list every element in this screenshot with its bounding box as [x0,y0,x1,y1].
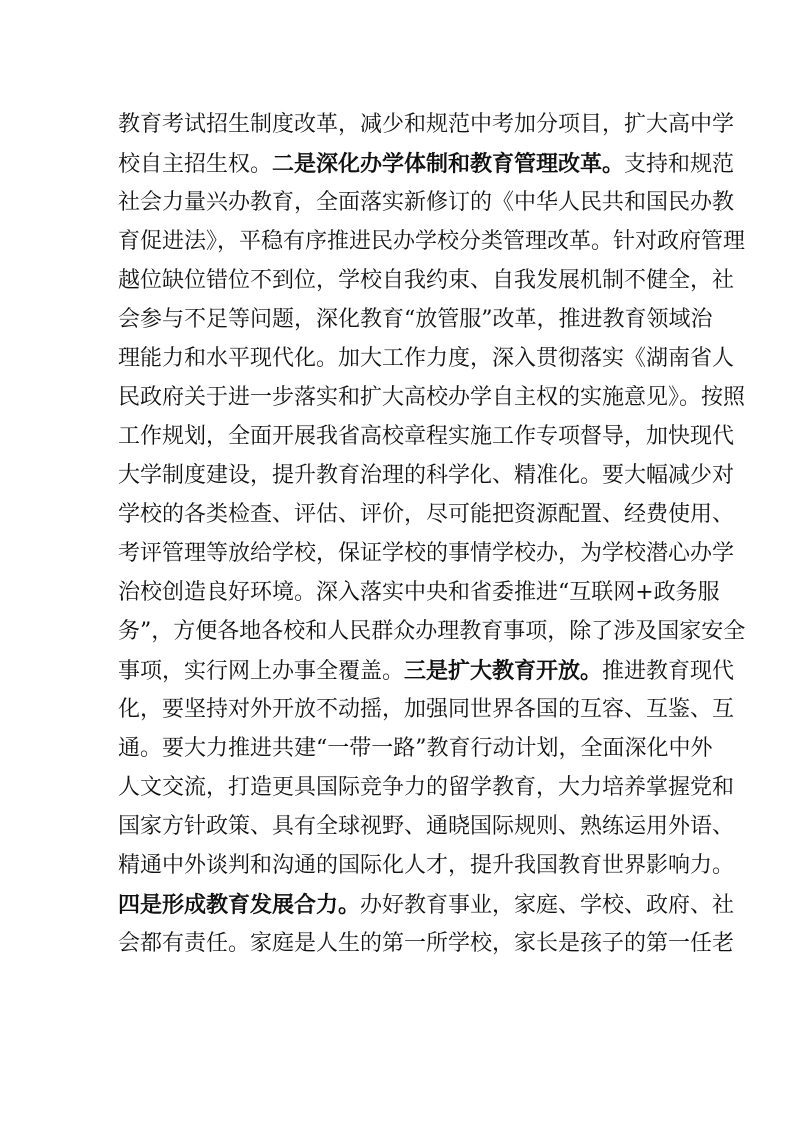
paragraph-line: 大学制度建设，提升教育治理的科学化、精准化。要大幅减少对 [118,463,735,488]
line-text: 校自主招生权。 [118,152,273,177]
bold-heading-text: 三是扩大教育开放。 [404,658,603,684]
line-text: 办好教育事业，家庭、学校、政府、社 [360,893,735,918]
paragraph-line: 化，要坚持对外开放不动摇，加强同世界各国的互容、互鉴、互 [118,697,735,722]
bold-heading-text: 二是深化办学体制和教育管理改革。 [272,151,625,177]
paragraph-line: 育促进法》，平稳有序推进民办学校分类管理改革。针对政府管理 [118,229,746,254]
paragraph-line: 会都有责任。家庭是人生的第一所学校，家长是孩子的第一任老 [118,931,735,956]
paragraph-line: 社会力量兴办教育，全面落实新修订的《中华人民共和国民办教 [118,190,735,215]
paragraph-line [118,885,735,925]
line-text: 推进教育现代 [602,659,735,684]
paragraph-line: 务”，方便各地各校和人民群众办理教育事项，除了涉及国家安全 [118,619,746,644]
paragraph-line: 通。要大力推进共建“一带一路”教育行动计划，全面深化中外 [118,736,713,761]
bold-heading-text: 四是形成教育发展合力。 [118,892,361,918]
paragraph-line: 人文交流，打造更具国际竞争力的留学教育，大力培养掌握党和 [118,775,735,800]
paragraph-line: 理能力和水平现代化。加大工作力度，深入贯彻落实《湖南省人 [118,346,735,371]
paragraph-line: 民政府关于进一步落实和扩大高校办学自主权的实施意见》。按照 [118,385,746,410]
paragraph-line: 治校创造良好环境。深入落实中央和省委推进“互联网+政务服 [118,580,720,605]
paragraph-line: 考评管理等放给学校，保证学校的事情学校办，为学校潜心办学 [118,541,735,566]
paragraph-line: 越位缺位错位不到位，学校自我约束、自我发展机制不健全，社 [118,268,735,293]
paragraph-line [118,144,735,184]
line-text: 支持和规范 [624,152,735,177]
paragraph-line [118,651,735,691]
line-text: 事项，实行网上办事全覆盖。 [118,659,405,684]
paragraph-line: 精通中外谈判和沟通的国际化人才，提升我国教育世界影响力。 [118,853,735,878]
paragraph-line: 教育考试招生制度改革，减少和规范中考加分项目，扩大高中学 [118,112,735,137]
paragraph-line: 工作规划，全面开展我省高校章程实施工作专项督导，加快现代 [118,424,735,449]
paragraph-line: 会参与不足等问题，深化教育“放管服”改革，推进教育领域治 [118,307,713,332]
paragraph-line: 学校的各类检查、评估、评价，尽可能把资源配置、经费使用、 [118,502,735,527]
paragraph-line: 国家方针政策、具有全球视野、通晓国际规则、熟练运用外语、 [118,814,735,839]
